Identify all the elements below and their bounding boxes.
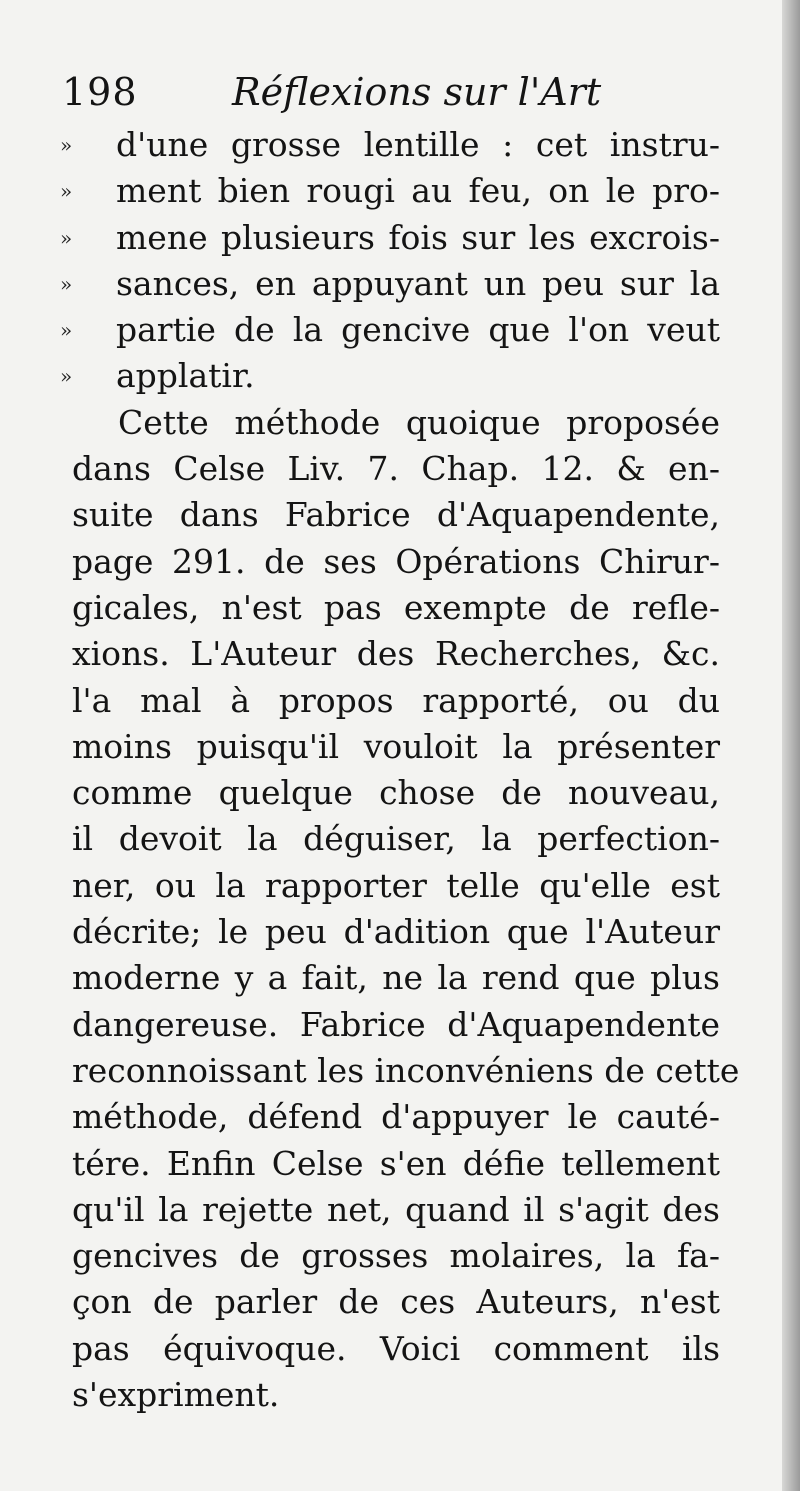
paragraph-first-line: Cette méthode quoique proposée [118, 402, 720, 442]
text-line: tére. Enfin Celse s'en défie tellement [72, 1143, 720, 1183]
text-line: moins puisqu'il vouloit la présenter [72, 726, 720, 766]
quotation-mark: » [60, 364, 73, 389]
text-line: qu'il la rejette net, quand il s'agit des [72, 1189, 720, 1229]
text-line: » ment bien rougi au feu, on le pro- [72, 168, 720, 214]
text-line: gencives de grosses molaires, la fa- [72, 1236, 720, 1276]
text-line: suite dans Fabrice d'Aquapendente, [72, 495, 720, 535]
text-line: » mene plusieurs fois sur les excrois- [72, 215, 720, 261]
text-line: s'expriment. [72, 1375, 280, 1415]
text-line: méthode, défend d'appuyer le cauté- [72, 1097, 720, 1137]
text-line: çon de parler de ces Auteurs, n'est [72, 1282, 720, 1322]
page-binding-edge [782, 0, 800, 1491]
text-line: comme quelque chose de nouveau, [72, 773, 720, 813]
text-line: pas équivoque. Voici comment ils [72, 1328, 720, 1368]
page-number: 198 [62, 70, 138, 114]
text-line: » sances, en appuyant un peu sur la [72, 261, 720, 307]
text-line: il devoit la déguiser, la perfection- [72, 819, 720, 859]
text-line: décrite; le peu d'adition que l'Auteur [72, 912, 720, 952]
quotation-mark: » [60, 225, 73, 250]
text-line: dans Celse Liv. 7. Chap. 12. & en- [72, 449, 720, 489]
text-line: » partie de la gencive que l'on veut [72, 307, 720, 353]
text-line: xions. L'Auteur des Recherches, &c. [72, 634, 720, 674]
page-header [62, 70, 702, 122]
quotation-mark: » [60, 271, 73, 296]
quotation-mark: » [60, 318, 73, 343]
text-line: dangereuse. Fabrice d'Aquapendente [72, 1004, 720, 1044]
text-line: reconnoissant les inconvéniens de cette [72, 1050, 740, 1090]
text-line: » applatir. [72, 353, 720, 399]
running-head: Réflexions sur l'Art [232, 70, 602, 114]
text-line: moderne y a fait, ne la rend que plus [72, 958, 720, 998]
text-line: l'a mal à propos rapporté, ou du [72, 680, 720, 720]
text-line: page 291. de ses Opérations Chirur- [72, 541, 720, 581]
quotation-mark: » [60, 133, 73, 157]
quotation-mark: » [60, 179, 73, 204]
text-line: » d'une grosse lentille : cet instru- [72, 122, 720, 168]
text-line: ner, ou la rapporter telle qu'elle est [72, 865, 720, 905]
text-line: gicales, n'est pas exempte de refle- [72, 587, 720, 627]
body-text [60, 122, 740, 1418]
